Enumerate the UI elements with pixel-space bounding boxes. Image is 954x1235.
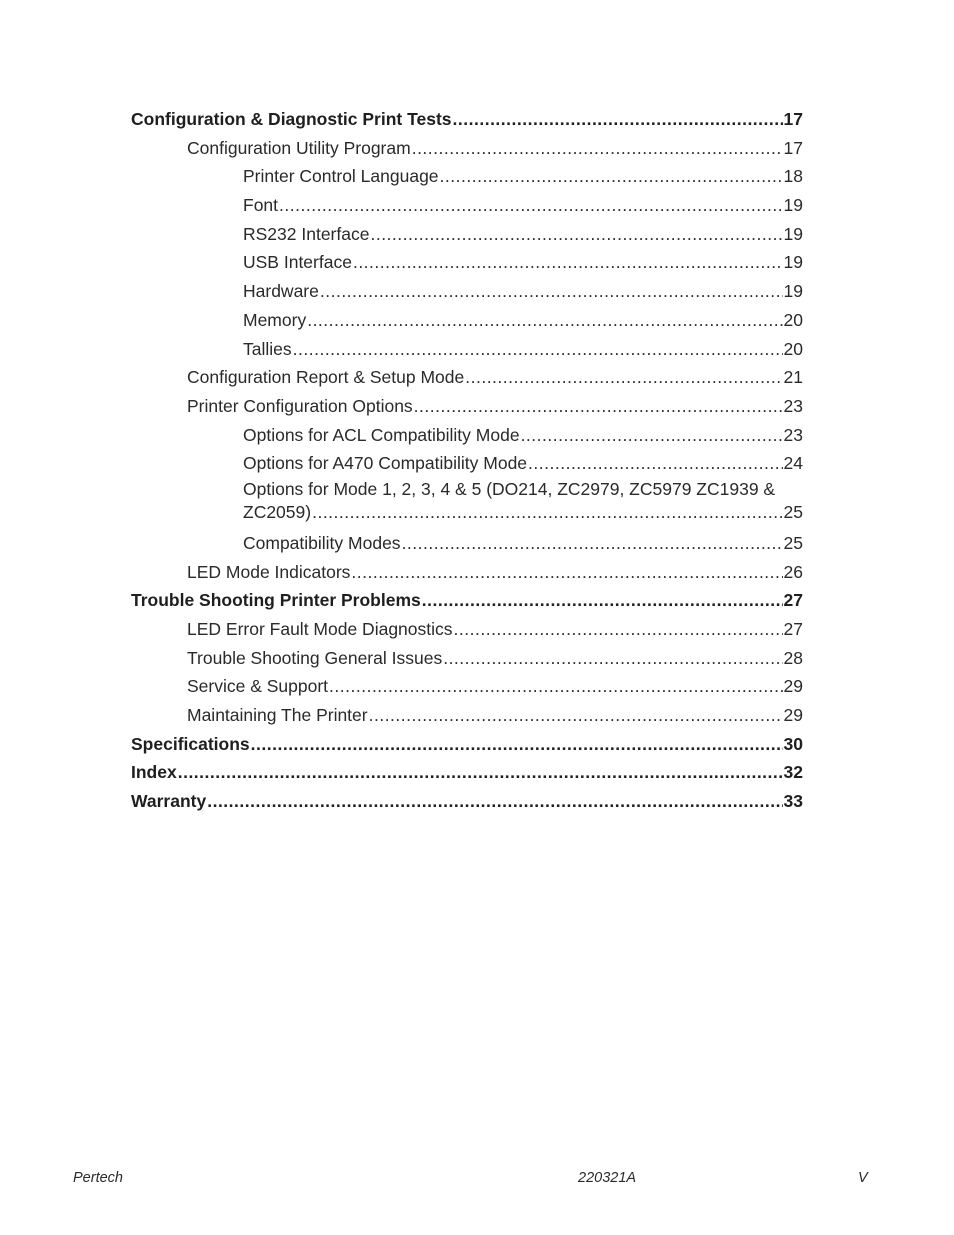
toc-entry-title: Hardware	[243, 281, 319, 302]
toc-entry-title: Service & Support	[187, 676, 329, 697]
toc-entry-title: LED Mode Indicators	[187, 561, 351, 582]
toc-entry-page: 19	[783, 281, 803, 302]
dot-leader	[414, 392, 783, 421]
toc-entry-page: 30	[783, 733, 803, 754]
toc-entry-page: 25	[783, 501, 803, 522]
dot-leader	[251, 730, 783, 759]
toc-entry-page: 29	[783, 676, 803, 697]
toc-entry-memory[interactable]	[131, 306, 803, 335]
toc-entry-title: Compatibility Modes	[243, 532, 401, 553]
toc-entry-page: 21	[783, 367, 803, 388]
dot-leader	[178, 758, 783, 787]
toc-entry-tallies[interactable]	[131, 335, 803, 364]
toc-entry-page: 20	[783, 309, 803, 330]
toc-entry-trouble-shooting-general[interactable]	[131, 644, 803, 673]
dot-leader	[521, 421, 783, 450]
dot-leader	[443, 644, 782, 673]
dot-leader	[279, 191, 783, 220]
toc-entry-title: Memory	[243, 309, 307, 330]
dot-leader	[453, 105, 783, 134]
toc-entry-title: Trouble Shooting General Issues	[187, 647, 443, 668]
dot-leader	[307, 306, 782, 335]
toc-entry-page: 33	[783, 791, 803, 812]
toc-entry-title: Trouble Shooting Printer Problems	[131, 590, 421, 611]
toc-entry-page: 27	[783, 590, 803, 611]
toc-entry-page: 24	[783, 453, 803, 474]
toc-entry-compatibility-modes[interactable]	[131, 529, 803, 558]
toc-entry-page: 19	[783, 195, 803, 216]
toc-entry-title: Configuration Utility Program	[187, 137, 411, 158]
toc-entry-page: 19	[783, 252, 803, 273]
dot-leader	[402, 529, 783, 558]
dot-leader	[528, 449, 782, 478]
toc-entry-page: 17	[783, 109, 803, 129]
toc-entry-specifications[interactable]	[131, 730, 803, 759]
toc-entry-title: Options for A470 Compatibility Mode	[243, 453, 528, 474]
toc-entry-title: Tallies	[243, 338, 292, 359]
toc-entry-title-line2-row	[243, 501, 803, 529]
toc-entry-a470-compat-options[interactable]	[131, 449, 803, 478]
footer-document-number: 220321A	[578, 1170, 637, 1186]
dot-leader	[293, 335, 783, 364]
toc-entry-acl-compat-options[interactable]	[131, 421, 803, 450]
dot-leader	[351, 558, 782, 587]
toc-entry-title: Specifications	[131, 733, 250, 754]
toc-entry-led-mode-indicators[interactable]	[131, 558, 803, 587]
toc-entry-page: 32	[783, 762, 803, 783]
toc-entry-title: Options for ACL Compatibility Mode	[243, 424, 520, 445]
toc-entry-mode-options[interactable]	[131, 478, 803, 529]
footer-company: Pertech	[73, 1170, 123, 1186]
toc-entry-page: 20	[783, 338, 803, 359]
toc-entry-config-report-setup-mode[interactable]	[131, 363, 803, 392]
toc-entry-title: LED Error Fault Mode Diagnostics	[187, 619, 453, 639]
toc-entry-config-utility-program[interactable]	[131, 134, 803, 163]
toc-entry-hardware[interactable]	[131, 277, 803, 306]
toc-entry-page: 19	[783, 223, 803, 244]
dot-leader	[422, 586, 783, 615]
toc-entry-title: Printer Configuration Options	[187, 395, 413, 416]
toc-entry-font[interactable]	[131, 191, 803, 220]
toc-entry-config-diagnostic-tests[interactable]	[131, 105, 803, 134]
toc-entry-title: Warranty	[131, 791, 207, 812]
toc-entry-page: 23	[783, 424, 803, 445]
toc-entry-title: USB Interface	[243, 252, 352, 273]
toc-entry-printer-config-options[interactable]	[131, 392, 803, 421]
dot-leader	[465, 363, 782, 392]
toc-entry-title: Configuration Report & Setup Mode	[187, 367, 465, 388]
toc-entry-page: 25	[783, 532, 803, 553]
dot-leader	[369, 701, 783, 730]
dot-leader	[329, 672, 782, 701]
toc-entry-usb-interface[interactable]	[131, 248, 803, 277]
toc-entry-rs232-interface[interactable]	[131, 220, 803, 249]
toc-entry-service-support[interactable]	[131, 672, 803, 701]
toc-entry-page: 27	[783, 619, 803, 639]
dot-leader	[440, 162, 783, 191]
table-of-contents	[131, 105, 803, 816]
toc-entry-page: 26	[783, 561, 803, 582]
toc-entry-led-error-fault[interactable]	[131, 615, 803, 644]
footer-page-number: V	[858, 1170, 868, 1186]
toc-entry-printer-control-language[interactable]	[131, 162, 803, 191]
toc-entry-title-line1: Options for Mode 1, 2, 3, 4 & 5 (DO214, ZC2979, ZC5979 ZC1939 &	[243, 478, 776, 499]
dot-leader	[320, 277, 783, 306]
dot-leader	[370, 220, 782, 249]
toc-entry-trouble-shooting-printer[interactable]	[131, 586, 803, 615]
toc-entry-page: 23	[783, 395, 803, 416]
toc-entry-page: 18	[783, 166, 803, 187]
dot-leader	[454, 615, 783, 644]
toc-entry-title: Configuration & Diagnostic Print Tests	[131, 109, 452, 129]
toc-entry-page: 28	[783, 647, 803, 668]
dot-leader	[412, 134, 783, 163]
dot-leader	[312, 501, 782, 524]
dot-leader	[207, 787, 782, 816]
toc-entry-title: Index	[131, 762, 177, 783]
toc-entry-title: Font	[243, 195, 279, 216]
toc-entry-title: Maintaining The Printer	[187, 705, 368, 726]
toc-entry-warranty[interactable]	[131, 787, 803, 816]
toc-entry-title: Printer Control Language	[243, 166, 439, 187]
toc-entry-index[interactable]	[131, 758, 803, 787]
toc-entry-title-line2: ZC2059)	[243, 501, 312, 522]
toc-entry-maintaining-printer[interactable]	[131, 701, 803, 730]
toc-entry-title: RS232 Interface	[243, 223, 370, 244]
dot-leader	[353, 248, 783, 277]
toc-entry-page: 17	[783, 137, 803, 158]
toc-entry-page: 29	[783, 705, 803, 726]
